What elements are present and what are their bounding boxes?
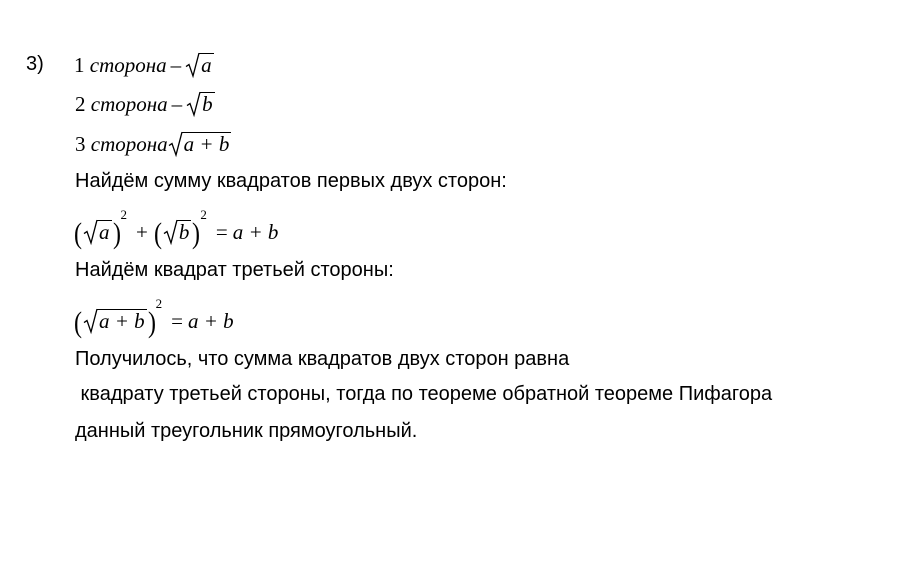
side-1-word: сторона: [89, 53, 167, 77]
side-2-word: сторона: [90, 92, 168, 116]
item-number: 3): [26, 53, 44, 75]
left-paren: (: [74, 306, 82, 339]
right-paren: ): [147, 306, 156, 339]
side-1-dash: –: [170, 53, 182, 77]
side-3-sqrt: [168, 132, 232, 157]
side-2-dash: –: [171, 92, 183, 116]
conclusion-line-3: данный треугольник прямоугольный.: [75, 420, 418, 442]
formula-2-rhs: a + b: [188, 309, 234, 333]
sqrt-b: [163, 220, 192, 245]
side-2-sqrt: [186, 92, 215, 117]
sqrt-a-plus-b: [83, 309, 147, 334]
sqrt-icon: [83, 219, 98, 244]
sqrt-icon: [185, 52, 200, 77]
side-3-word: сторона: [90, 132, 168, 156]
side-1-radicand: a: [201, 53, 212, 77]
conclusion-line-2: квадрату третьей стороны, тогда по теореме обратной теореме Пифагора: [75, 383, 773, 405]
side-1-number: 1: [74, 53, 85, 77]
sqrt-icon: [83, 308, 98, 333]
side-3-number: 3: [75, 132, 86, 156]
left-paren: (: [153, 217, 162, 250]
sqrt-icon: [168, 131, 183, 156]
sqrt-icon: [163, 219, 178, 244]
side-2-radicand: b: [202, 92, 213, 116]
side-2-number: 2: [75, 92, 86, 116]
right-paren: ): [112, 217, 121, 250]
formula-1-term-1: a: [99, 220, 110, 244]
sqrt-icon: [186, 91, 201, 116]
side-2-line: [75, 92, 215, 117]
exponent: 2: [155, 296, 163, 311]
sqrt-a: [83, 220, 112, 245]
equals-sign: =: [171, 309, 184, 333]
plus-sign: +: [136, 220, 148, 244]
step-1-text: Найдём сумму квадратов первых двух сторон:: [75, 170, 507, 192]
side-3-radicand: a + b: [183, 132, 230, 156]
formula-1: [73, 207, 278, 249]
right-paren: ): [192, 217, 201, 250]
exponent: 2: [200, 207, 207, 222]
side-3-line: [75, 132, 231, 157]
side-1-sqrt: [185, 53, 214, 78]
equals-sign: =: [215, 220, 228, 244]
side-1-line: [74, 53, 214, 78]
formula-2: [73, 296, 234, 338]
conclusion-line-1: Получилось, что сумма квадратов двух сторон равна: [75, 348, 570, 370]
left-paren: (: [74, 217, 82, 250]
formula-1-rhs: a + b: [232, 220, 279, 244]
exponent: 2: [120, 207, 127, 222]
formula-1-term-2: b: [178, 220, 190, 244]
step-2-text: Найдём квадрат третьей стороны:: [75, 259, 394, 281]
formula-2-radicand: a + b: [99, 309, 145, 333]
